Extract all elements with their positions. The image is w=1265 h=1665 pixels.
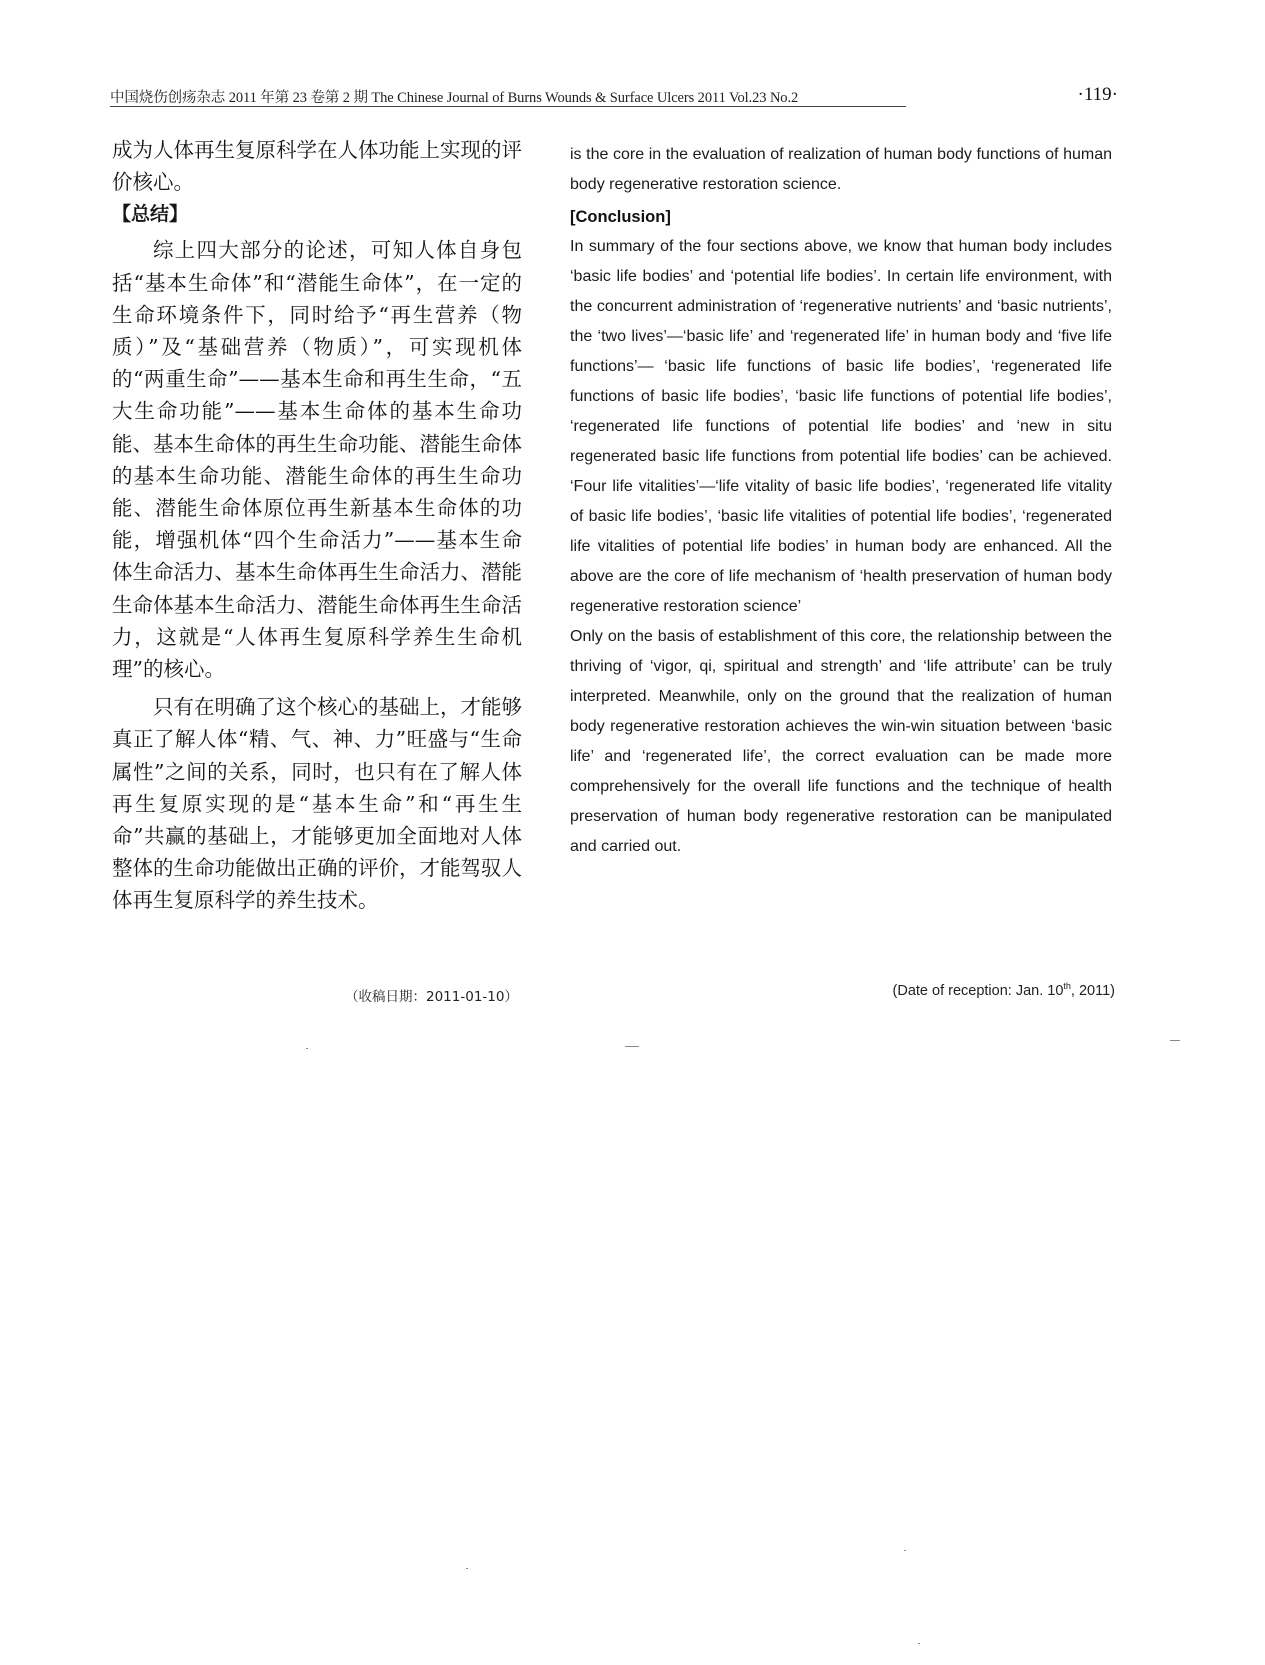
journal-citation: 中国烧伤创疡杂志 2011 年第 23 卷第 2 期 The Chinese Journal of Burns Wounds & Surface Ulcers 2011 Vol.23 No.2 — [110, 90, 799, 106]
en-continuation-paragraph: is the core in the evaluation of realization of human body functions of human body regenerative restoration science. — [570, 146, 1112, 193]
scan-speck — [466, 1568, 468, 1569]
en-conclusion-heading: [Conclusion] — [570, 208, 671, 226]
zh-reception-date: （收稿日期：2011-01-10） — [345, 989, 518, 1005]
page-number: ·119· — [1077, 84, 1118, 105]
chinese-column — [112, 134, 522, 917]
english-column — [570, 140, 1112, 862]
en-conclusion-paragraph-2: Only on the basis of establishment of this core, the relationship between the thriving of ‘vigor, qi, spiritual and strength’ and ‘life attribute’ can be truly interpreted. Meanwhile, only on the ground that the realization of human body regenerative restoration achieves the win-win situation between ‘basic life’ and ‘regenerated life’, the correct evaluation can be made more comprehensively for the overall life functions and the technique of health preservation of human body regenerative restoration can be manipulated and carried out. — [570, 628, 1112, 855]
zh-conclusion-paragraph-2: 只有在明确了这个核心的基础上，才能够真正了解人体“精、气、神、力”旺盛与“生命属性”之间的关系，同时，也只有在了解人体再生复原实现的是“基本生命”和“再生生命”共赢的基础上，才能够更加全面地对人体整体的生命功能做出正确的评价，才能驾驭人体再生复原科学的养生技术。 — [112, 695, 522, 913]
scan-speck — [625, 1046, 639, 1047]
scan-speck — [918, 1643, 920, 1644]
en-reception-ordinal: th — [1063, 981, 1071, 991]
en-conclusion-paragraph-1: In summary of the four sections above, we know that human body includes ‘basic life bodies’ and ‘potential life bodies’. In certain life environment, with the concurrent administration of ‘regenerative nutrients’ and ‘basic nutrients’, the ‘two lives’—‘basic life’ and ‘regenerated life’ in human body and ‘five life functions’— ‘basic life functions of basic life bodies’, ‘regenerated life functions of basic life bodies’, ‘basic life functions of potential life bodies’, ‘regenerated life functions of potential life bodies’ and ‘new in situ regenerated basic life functions from potential life bodies’ can be achieved. ‘Four life vitalities’—‘life vitality of basic life bodies’, ‘regenerated life vitality of basic life bodies’, ‘basic life vitalities of potential life bodies’, ‘regenerated life vitalities of potential life bodies’ in human body are enhanced. All the above are the core of life mechanism of ‘health preservation of human body regenerative restoration science’ — [570, 238, 1112, 615]
header-rule — [110, 106, 906, 107]
zh-conclusion-paragraph-1: 综上四大部分的论述，可知人体自身包括“基本生命体”和“潜能生命体”，在一定的生命环境条件下，同时给予“再生营养（物质）”及“基础营养（物质）”，可实现机体的“两重生命”——基本生命和再生生命，“五大生命功能”——基本生命体的基本生命功能、基本生命体的再生生命功能、潜能生命体的基本生命功能、潜能生命体的再生生命功能、潜能生命体原位再生新基本生命体的功能，增强机体“四个生命活力”——基本生命体生命活力、基本生命体再生生命活力、潜能生命体基本生命活力、潜能生命体再生生命活力，这就是“人体再生复原科学养生生命机理”的核心。 — [112, 238, 522, 682]
scan-speck — [1170, 1040, 1180, 1041]
en-reception-suffix: , 2011) — [1070, 982, 1115, 999]
zh-conclusion-heading: 【总结】 — [112, 203, 189, 226]
scan-speck — [306, 1048, 308, 1049]
en-reception-prefix: (Date of reception: Jan. 10 — [892, 982, 1064, 999]
running-header — [110, 86, 1130, 110]
zh-continuation-paragraph: 成为人体再生复原科学在人体功能上实现的评价核心。 — [112, 138, 522, 195]
scan-speck — [904, 1550, 906, 1551]
en-reception-date — [893, 981, 1115, 999]
